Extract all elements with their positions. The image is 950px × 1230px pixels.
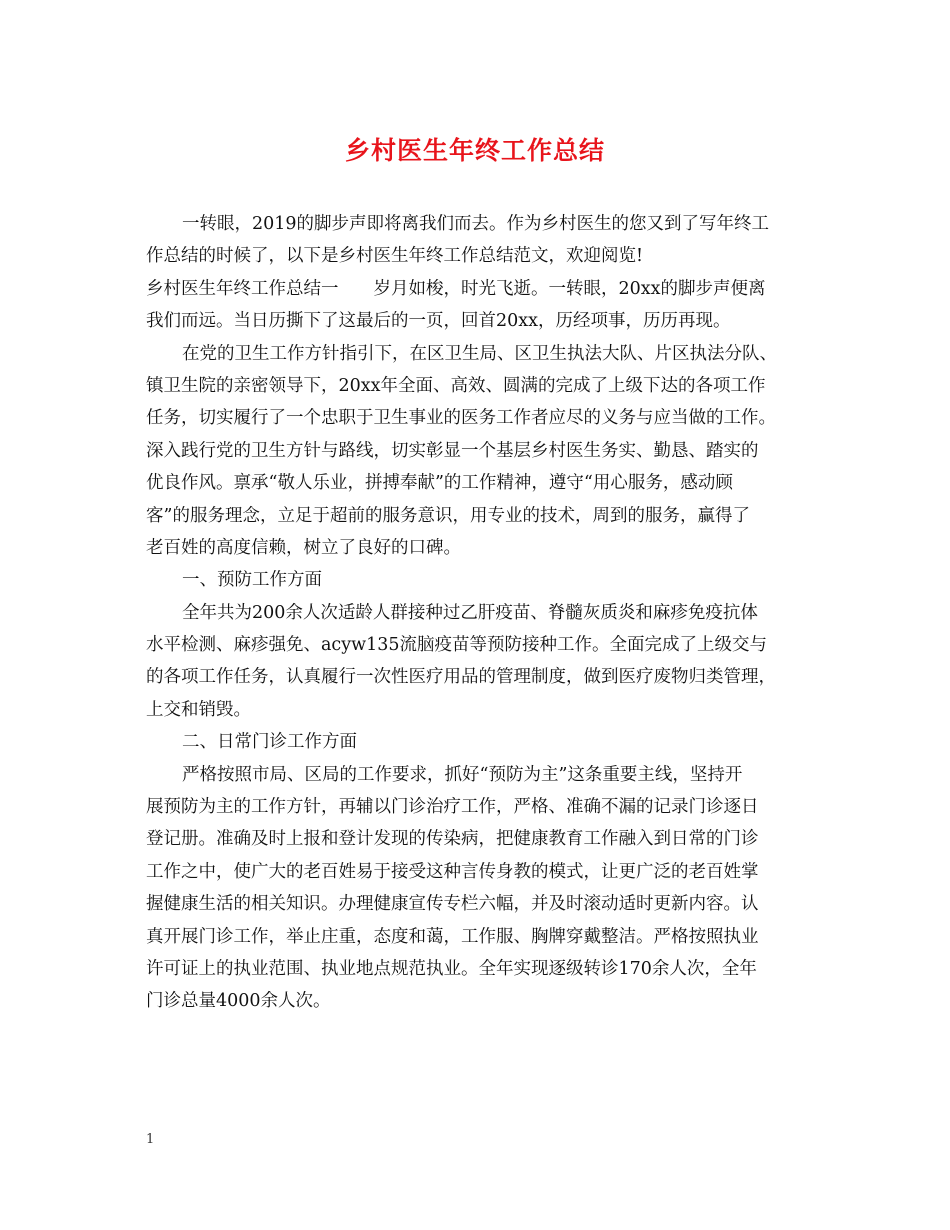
text-line: 我们而远。当日历撕下了这最后的一页，回首20xx，历经项事，历历再现。 xyxy=(146,311,731,332)
text-line: 严格按照市局、区局的工作要求，抓好“预防为主”这条重要主线，坚持开 xyxy=(182,764,743,785)
text-line: 深入践行党的卫生方针与路线，切实彰显一个基层乡村医生务实、勤恳、踏实的 xyxy=(146,440,759,461)
text-line: 握健康生活的相关知识。办理健康宣传专栏六幅，并及时滚动适时更新内容。认 xyxy=(146,894,759,915)
text-line: 作总结的时候了，以下是乡村医生年终工作总结范文，欢迎阅览! xyxy=(146,246,644,267)
text-line: 上交和销毁。 xyxy=(146,699,251,720)
text-line: 一转眼，2019的脚步声即将离我们而去。作为乡村医生的您又到了写年终工 xyxy=(182,214,770,234)
text-line: 许可证上的执业范围、执业地点规范执业。全年实现逐级转诊170余人次，全年 xyxy=(146,958,757,979)
text-line: 老百姓的高度信赖，树立了良好的口碑。 xyxy=(146,537,461,558)
document-body xyxy=(146,208,811,1018)
text-line: 在党的卫生工作方针指引下，在区卫生局、区卫生执法大队、片区执法分队、 xyxy=(182,343,777,364)
text-line: 镇卫生院的亲密领导下，20xx年全面、高效、圆满的完成了上级下达的各项工作 xyxy=(146,375,766,396)
text-line: 的各项工作任务，认真履行一次性医疗用品的管理制度，做到医疗废物归类管理， xyxy=(146,667,776,688)
text-line: 任务，切实履行了一个忠职于卫生事业的医务工作者应尽的义务与应当做的工作。 xyxy=(146,408,776,429)
text-line: 真开展门诊工作，举止庄重，态度和蔼，工作服、胸牌穿戴整洁。严格按照执业 xyxy=(146,926,759,947)
page-number: 1 xyxy=(146,1132,155,1147)
text-line: 水平检测、麻疹强免、acyw135流脑疫苗等预防接种工作。全面完成了上级交与 xyxy=(146,635,767,656)
text-line: 全年共为200余人次适龄人群接种过乙肝疫苗、脊髓灰质炎和麻疹免疫抗体 xyxy=(182,602,758,623)
text-line: 工作之中，使广大的老百姓易于接受这种言传身教的模式，让更广泛的老百姓掌 xyxy=(146,861,759,882)
text-line: 门诊总量4000余人次。 xyxy=(146,991,331,1012)
text-line: 登记册。准确及时上报和登计发现的传染病，把健康教育工作融入到日常的门诊 xyxy=(146,829,759,850)
document-title: 乡村医生年终工作总结 xyxy=(344,136,605,165)
text-line: 客”的服务理念，立足于超前的服务意识，用专业的技术，周到的服务，赢得了 xyxy=(146,505,750,526)
text-line: 展预防为主的工作方针，再辅以门诊治疗工作，严格、准确不漏的记录门诊逐日 xyxy=(146,797,759,818)
text-line: 优良作风。禀承“敬人乐业，拼搏奉献”的工作精神，遵守“用心服务，感动顾 xyxy=(146,473,733,494)
text-line: 乡村医生年终工作总结一 岁月如梭，时光飞逝。一转眼，20xx的脚步声便离 xyxy=(146,278,766,299)
text-line: 一、预防工作方面 xyxy=(182,570,322,591)
text-line: 二、日常门诊工作方面 xyxy=(182,732,357,753)
